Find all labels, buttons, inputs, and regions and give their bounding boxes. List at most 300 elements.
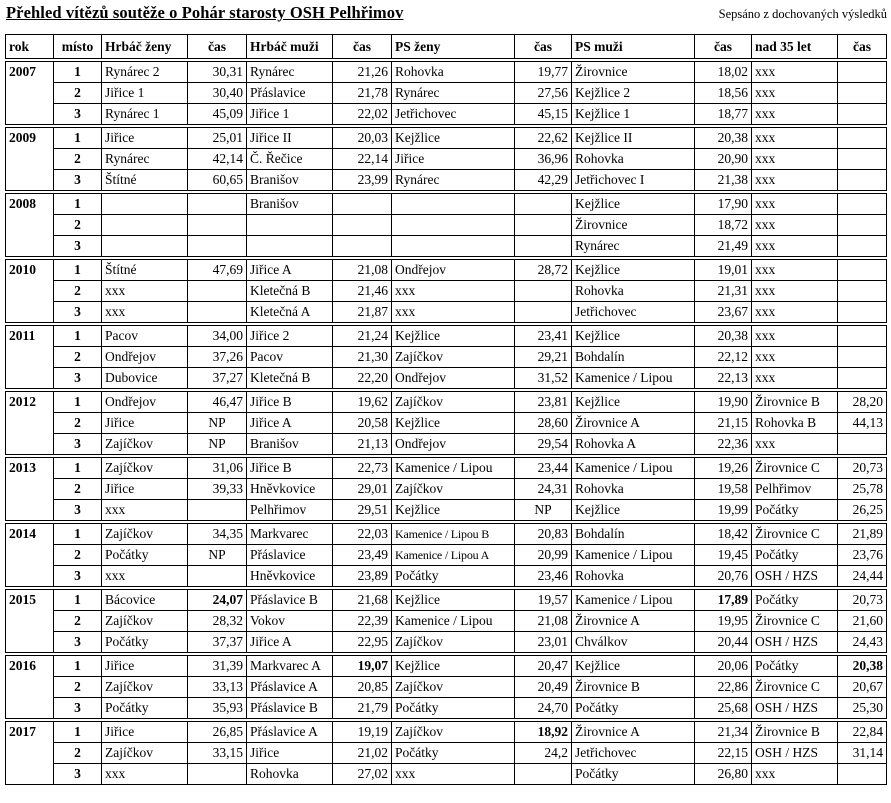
hrbac-muzi-time: 29,51 bbox=[333, 500, 392, 523]
ps-muzi-time: 22,86 bbox=[695, 677, 752, 698]
table-row bbox=[6, 170, 887, 193]
results-body bbox=[6, 60, 887, 785]
year-cell: 2007 bbox=[6, 60, 54, 126]
nad35-team: xxx bbox=[752, 60, 838, 83]
year-cell: 2011 bbox=[6, 324, 54, 390]
table-row bbox=[6, 258, 887, 281]
ps-muzi-time: 19,99 bbox=[695, 500, 752, 523]
hrbac-muzi-team: Jiřice 2 bbox=[247, 324, 333, 347]
nad35-team: Žirovnice B bbox=[752, 720, 838, 743]
ps-zeny-time: 20,47 bbox=[515, 654, 572, 677]
ps-muzi-time: 19,45 bbox=[695, 545, 752, 566]
nad35-time: 24,43 bbox=[838, 632, 887, 655]
ps-zeny-team: Rynárec bbox=[392, 170, 515, 193]
hrbac-muzi-time: 23,49 bbox=[333, 545, 392, 566]
page-title: Přehled vítězů soutěže o Pohár starosty OSH Pelhřimov bbox=[6, 3, 404, 22]
hrbac-zeny-team: Počátky bbox=[102, 632, 188, 655]
table-row bbox=[6, 743, 887, 764]
hrbac-muzi-time: 21,13 bbox=[333, 434, 392, 457]
place-cell: 1 bbox=[54, 192, 102, 215]
hrbac-zeny-time: 30,40 bbox=[188, 83, 247, 104]
nad35-team: Žirovnice C bbox=[752, 611, 838, 632]
ps-muzi-time: 21,49 bbox=[695, 236, 752, 259]
ps-muzi-team: Rohovka bbox=[572, 479, 695, 500]
ps-zeny-team: Zajíčkov bbox=[392, 677, 515, 698]
ps-muzi-time: 18,42 bbox=[695, 522, 752, 545]
place-cell: 3 bbox=[54, 104, 102, 127]
hrbac-zeny-team: Zajíčkov bbox=[102, 456, 188, 479]
nad35-team: xxx bbox=[752, 258, 838, 281]
ps-muzi-time: 21,34 bbox=[695, 720, 752, 743]
ps-zeny-time: 42,29 bbox=[515, 170, 572, 193]
hrbac-muzi-time: 21,79 bbox=[333, 698, 392, 721]
hrbac-muzi-time bbox=[333, 192, 392, 215]
table-row bbox=[6, 347, 887, 368]
hrbac-muzi-time: 21,02 bbox=[333, 743, 392, 764]
ps-muzi-team: Žirovnice bbox=[572, 215, 695, 236]
hrbac-muzi-team: Pacov bbox=[247, 347, 333, 368]
ps-zeny-time bbox=[515, 215, 572, 236]
hrbac-muzi-team: Přáslavice B bbox=[247, 588, 333, 611]
ps-muzi-time: 22,15 bbox=[695, 743, 752, 764]
ps-zeny-team: Počátky bbox=[392, 566, 515, 589]
place-cell: 2 bbox=[54, 281, 102, 302]
place-cell: 1 bbox=[54, 324, 102, 347]
hrbac-zeny-team: xxx bbox=[102, 500, 188, 523]
hrbac-zeny-team: Jiřice 1 bbox=[102, 83, 188, 104]
table-row bbox=[6, 390, 887, 413]
hrbac-zeny-time bbox=[188, 764, 247, 785]
ps-muzi-time: 19,90 bbox=[695, 390, 752, 413]
hrbac-zeny-team: Jiřice bbox=[102, 654, 188, 677]
ps-zeny-team bbox=[392, 215, 515, 236]
ps-zeny-team: Ondřejov bbox=[392, 434, 515, 457]
place-cell: 1 bbox=[54, 126, 102, 149]
hrbac-zeny-team: Jiřice bbox=[102, 413, 188, 434]
ps-zeny-team: Kejžlice bbox=[392, 413, 515, 434]
header-row bbox=[6, 35, 887, 61]
nad35-team: Žirovnice C bbox=[752, 522, 838, 545]
hrbac-zeny-time bbox=[188, 281, 247, 302]
nad35-team: Počátky bbox=[752, 500, 838, 523]
ps-zeny-team: Počátky bbox=[392, 698, 515, 721]
table-row bbox=[6, 149, 887, 170]
hrbac-zeny-team: xxx bbox=[102, 302, 188, 325]
ps-zeny-team: Zajíčkov bbox=[392, 347, 515, 368]
hrbac-zeny-team: Pacov bbox=[102, 324, 188, 347]
place-cell: 3 bbox=[54, 764, 102, 785]
ps-zeny-time bbox=[515, 302, 572, 325]
hrbac-zeny-team: Rynárec bbox=[102, 149, 188, 170]
nad35-team: xxx bbox=[752, 302, 838, 325]
hrbac-muzi-team: Markvarec bbox=[247, 522, 333, 545]
ps-muzi-time: 22,36 bbox=[695, 434, 752, 457]
hrbac-zeny-team: Štítné bbox=[102, 258, 188, 281]
year-cell: 2016 bbox=[6, 654, 54, 720]
ps-zeny-time: 24,2 bbox=[515, 743, 572, 764]
place-cell: 1 bbox=[54, 456, 102, 479]
ps-muzi-team: Kamenice / Lipou bbox=[572, 456, 695, 479]
nad35-time: 20,38 bbox=[838, 654, 887, 677]
table-row bbox=[6, 479, 887, 500]
column-header: místo bbox=[54, 35, 102, 61]
ps-zeny-team: Ondřejov bbox=[392, 368, 515, 391]
hrbac-muzi-time: 21,68 bbox=[333, 588, 392, 611]
ps-zeny-team: Kamenice / Lipou bbox=[392, 456, 515, 479]
ps-muzi-time: 25,68 bbox=[695, 698, 752, 721]
nad35-team: xxx bbox=[752, 324, 838, 347]
hrbac-muzi-time: 19,19 bbox=[333, 720, 392, 743]
hrbac-zeny-time: 37,37 bbox=[188, 632, 247, 655]
ps-zeny-time: 27,56 bbox=[515, 83, 572, 104]
hrbac-muzi-team: Hněvkovice bbox=[247, 566, 333, 589]
place-cell: 2 bbox=[54, 83, 102, 104]
nad35-time: 20,67 bbox=[838, 677, 887, 698]
year-cell: 2010 bbox=[6, 258, 54, 324]
nad35-time bbox=[838, 347, 887, 368]
nad35-team: Rohovka B bbox=[752, 413, 838, 434]
ps-muzi-team: Kejžlice II bbox=[572, 126, 695, 149]
ps-muzi-time: 20,90 bbox=[695, 149, 752, 170]
ps-zeny-team: Zajíčkov bbox=[392, 390, 515, 413]
hrbac-muzi-time: 21,08 bbox=[333, 258, 392, 281]
ps-muzi-team: Kamenice / Lipou bbox=[572, 368, 695, 391]
ps-muzi-time: 19,26 bbox=[695, 456, 752, 479]
hrbac-zeny-team: Ondřejov bbox=[102, 347, 188, 368]
ps-muzi-time: 21,38 bbox=[695, 170, 752, 193]
ps-muzi-team: Rohovka A bbox=[572, 434, 695, 457]
nad35-team: xxx bbox=[752, 149, 838, 170]
ps-zeny-team: Jiřice bbox=[392, 149, 515, 170]
place-cell: 3 bbox=[54, 566, 102, 589]
hrbac-zeny-time: 37,26 bbox=[188, 347, 247, 368]
ps-muzi-time: 17,90 bbox=[695, 192, 752, 215]
table-row bbox=[6, 192, 887, 215]
nad35-time bbox=[838, 126, 887, 149]
column-header: rok bbox=[6, 35, 54, 61]
hrbac-muzi-team: Jiřice B bbox=[247, 390, 333, 413]
place-cell: 3 bbox=[54, 632, 102, 655]
nad35-team: xxx bbox=[752, 281, 838, 302]
year-cell: 2014 bbox=[6, 522, 54, 588]
hrbac-muzi-time: 21,78 bbox=[333, 83, 392, 104]
hrbac-zeny-team: Rynárec 1 bbox=[102, 104, 188, 127]
nad35-team: xxx bbox=[752, 347, 838, 368]
column-header: čas bbox=[333, 35, 392, 61]
ps-zeny-team: Kejžlice bbox=[392, 500, 515, 523]
ps-zeny-time: 23,81 bbox=[515, 390, 572, 413]
column-header: čas bbox=[515, 35, 572, 61]
ps-zeny-time: 22,62 bbox=[515, 126, 572, 149]
place-cell: 2 bbox=[54, 215, 102, 236]
ps-muzi-team: Žirovnice A bbox=[572, 413, 695, 434]
ps-zeny-time: 28,72 bbox=[515, 258, 572, 281]
nad35-team: Žirovnice B bbox=[752, 390, 838, 413]
ps-zeny-time: 20,83 bbox=[515, 522, 572, 545]
nad35-time: 22,84 bbox=[838, 720, 887, 743]
place-cell: 3 bbox=[54, 302, 102, 325]
hrbac-zeny-time bbox=[188, 566, 247, 589]
hrbac-muzi-team: Přáslavice A bbox=[247, 720, 333, 743]
hrbac-muzi-time: 21,30 bbox=[333, 347, 392, 368]
hrbac-zeny-team: Ondřejov bbox=[102, 390, 188, 413]
ps-muzi-team: Žirovnice A bbox=[572, 611, 695, 632]
ps-zeny-team: xxx bbox=[392, 302, 515, 325]
hrbac-zeny-team bbox=[102, 215, 188, 236]
hrbac-muzi-time: 29,01 bbox=[333, 479, 392, 500]
nad35-time: 44,13 bbox=[838, 413, 887, 434]
hrbac-zeny-time: 25,01 bbox=[188, 126, 247, 149]
place-cell: 1 bbox=[54, 522, 102, 545]
ps-zeny-time: 20,99 bbox=[515, 545, 572, 566]
ps-muzi-time: 18,02 bbox=[695, 60, 752, 83]
nad35-time bbox=[838, 170, 887, 193]
nad35-time: 24,44 bbox=[838, 566, 887, 589]
hrbac-zeny-time: 33,15 bbox=[188, 743, 247, 764]
hrbac-muzi-time: 22,20 bbox=[333, 368, 392, 391]
hrbac-muzi-team: Branišov bbox=[247, 170, 333, 193]
place-cell: 1 bbox=[54, 258, 102, 281]
hrbac-zeny-team: Dubovice bbox=[102, 368, 188, 391]
hrbac-zeny-time: 34,35 bbox=[188, 522, 247, 545]
table-row bbox=[6, 611, 887, 632]
hrbac-zeny-time: 28,32 bbox=[188, 611, 247, 632]
hrbac-muzi-team: Rynárec bbox=[247, 60, 333, 83]
hrbac-zeny-team: Rynárec 2 bbox=[102, 60, 188, 83]
hrbac-muzi-team: Jiřice II bbox=[247, 126, 333, 149]
hrbac-muzi-team: Rohovka bbox=[247, 764, 333, 785]
hrbac-muzi-team: Pelhřimov bbox=[247, 500, 333, 523]
hrbac-muzi-team: Hněvkovice bbox=[247, 479, 333, 500]
hrbac-muzi-team: Jiřice A bbox=[247, 413, 333, 434]
table-row bbox=[6, 281, 887, 302]
ps-muzi-time: 19,01 bbox=[695, 258, 752, 281]
hrbac-muzi-time: 22,03 bbox=[333, 522, 392, 545]
ps-zeny-time bbox=[515, 236, 572, 259]
ps-zeny-team bbox=[392, 192, 515, 215]
nad35-time: 25,30 bbox=[838, 698, 887, 721]
place-cell: 2 bbox=[54, 347, 102, 368]
ps-muzi-time: 20,76 bbox=[695, 566, 752, 589]
nad35-team: Počátky bbox=[752, 545, 838, 566]
ps-muzi-team: Jetřichovec I bbox=[572, 170, 695, 193]
nad35-team: xxx bbox=[752, 236, 838, 259]
ps-muzi-team: Kamenice / Lipou bbox=[572, 545, 695, 566]
hrbac-zeny-time: 37,27 bbox=[188, 368, 247, 391]
column-header: PS muži bbox=[572, 35, 695, 61]
nad35-team: xxx bbox=[752, 170, 838, 193]
hrbac-muzi-time: 21,26 bbox=[333, 60, 392, 83]
nad35-team: xxx bbox=[752, 192, 838, 215]
place-cell: 2 bbox=[54, 413, 102, 434]
nad35-team: xxx bbox=[752, 764, 838, 785]
year-cell: 2015 bbox=[6, 588, 54, 654]
hrbac-zeny-time: 35,93 bbox=[188, 698, 247, 721]
hrbac-muzi-time: 19,62 bbox=[333, 390, 392, 413]
place-cell: 3 bbox=[54, 368, 102, 391]
nad35-team: xxx bbox=[752, 83, 838, 104]
table-row bbox=[6, 215, 887, 236]
hrbac-zeny-team: Bácovice bbox=[102, 588, 188, 611]
table-row bbox=[6, 698, 887, 721]
ps-muzi-team: Žirovnice bbox=[572, 60, 695, 83]
hrbac-zeny-team: Zajíčkov bbox=[102, 522, 188, 545]
hrbac-muzi-team: Jiřice B bbox=[247, 456, 333, 479]
nad35-team: xxx bbox=[752, 434, 838, 457]
nad35-time bbox=[838, 215, 887, 236]
hrbac-zeny-team: xxx bbox=[102, 566, 188, 589]
hrbac-muzi-time: 22,95 bbox=[333, 632, 392, 655]
place-cell: 1 bbox=[54, 390, 102, 413]
nad35-time: 26,25 bbox=[838, 500, 887, 523]
hrbac-zeny-team: Zajíčkov bbox=[102, 743, 188, 764]
hrbac-muzi-time: 20,58 bbox=[333, 413, 392, 434]
table-row bbox=[6, 720, 887, 743]
hrbac-muzi-team: Jiřice A bbox=[247, 258, 333, 281]
ps-zeny-team: Kamenice / Lipou B bbox=[392, 522, 515, 545]
hrbac-zeny-time: NP bbox=[188, 413, 247, 434]
nad35-time: 20,73 bbox=[838, 588, 887, 611]
nad35-time: 21,89 bbox=[838, 522, 887, 545]
ps-muzi-time: 23,67 bbox=[695, 302, 752, 325]
hrbac-muzi-time: 20,85 bbox=[333, 677, 392, 698]
nad35-team: OSH / HZS bbox=[752, 566, 838, 589]
column-header: čas bbox=[188, 35, 247, 61]
source-note: Sepsáno z dochovaných výsledků bbox=[718, 7, 887, 21]
ps-zeny-time: 45,15 bbox=[515, 104, 572, 127]
ps-zeny-team: Jetřichovec bbox=[392, 104, 515, 127]
place-cell: 1 bbox=[54, 654, 102, 677]
year-cell: 2013 bbox=[6, 456, 54, 522]
table-row bbox=[6, 368, 887, 391]
hrbac-zeny-time bbox=[188, 302, 247, 325]
hrbac-muzi-team: Jiřice A bbox=[247, 632, 333, 655]
place-cell: 3 bbox=[54, 236, 102, 259]
hrbac-muzi-team: Markvarec A bbox=[247, 654, 333, 677]
table-row bbox=[6, 236, 887, 259]
table-row bbox=[6, 632, 887, 655]
year-cell: 2017 bbox=[6, 720, 54, 785]
ps-zeny-time: 23,41 bbox=[515, 324, 572, 347]
year-cell: 2012 bbox=[6, 390, 54, 456]
ps-muzi-team: Počátky bbox=[572, 764, 695, 785]
hrbac-zeny-time: 39,33 bbox=[188, 479, 247, 500]
table-row bbox=[6, 60, 887, 83]
ps-zeny-time: 36,96 bbox=[515, 149, 572, 170]
table-row bbox=[6, 126, 887, 149]
hrbac-zeny-time: 26,85 bbox=[188, 720, 247, 743]
nad35-time bbox=[838, 258, 887, 281]
ps-muzi-time: 22,13 bbox=[695, 368, 752, 391]
hrbac-zeny-team: Jiřice bbox=[102, 720, 188, 743]
hrbac-muzi-team: Jiřice 1 bbox=[247, 104, 333, 127]
ps-muzi-team: Kejžlice bbox=[572, 500, 695, 523]
table-row bbox=[6, 456, 887, 479]
ps-zeny-team: Zajíčkov bbox=[392, 720, 515, 743]
hrbac-muzi-time: 20,03 bbox=[333, 126, 392, 149]
ps-muzi-time: 22,12 bbox=[695, 347, 752, 368]
hrbac-muzi-time: 21,24 bbox=[333, 324, 392, 347]
hrbac-muzi-team: Kletečná B bbox=[247, 368, 333, 391]
ps-zeny-team: Kejžlice bbox=[392, 654, 515, 677]
hrbac-zeny-time: 24,07 bbox=[188, 588, 247, 611]
nad35-team: Počátky bbox=[752, 654, 838, 677]
hrbac-muzi-team: Vokov bbox=[247, 611, 333, 632]
ps-muzi-time: 20,38 bbox=[695, 324, 752, 347]
hrbac-zeny-time: 31,39 bbox=[188, 654, 247, 677]
table-row bbox=[6, 500, 887, 523]
ps-muzi-team: Kejžlice bbox=[572, 192, 695, 215]
hrbac-muzi-team: Č. Řečice bbox=[247, 149, 333, 170]
hrbac-zeny-time bbox=[188, 500, 247, 523]
table-row bbox=[6, 413, 887, 434]
ps-muzi-team: Počátky bbox=[572, 698, 695, 721]
nad35-time bbox=[838, 764, 887, 785]
nad35-time bbox=[838, 324, 887, 347]
ps-muzi-team: Bohdalín bbox=[572, 522, 695, 545]
ps-zeny-team: Rynárec bbox=[392, 83, 515, 104]
hrbac-zeny-time: 33,13 bbox=[188, 677, 247, 698]
nad35-time bbox=[838, 60, 887, 83]
hrbac-zeny-team: Počátky bbox=[102, 545, 188, 566]
ps-zeny-time: 31,52 bbox=[515, 368, 572, 391]
ps-zeny-team: Kejžlice bbox=[392, 126, 515, 149]
nad35-team: Žirovnice C bbox=[752, 677, 838, 698]
hrbac-zeny-time bbox=[188, 236, 247, 259]
ps-zeny-time: 23,44 bbox=[515, 456, 572, 479]
hrbac-muzi-time bbox=[333, 236, 392, 259]
ps-muzi-team: Rynárec bbox=[572, 236, 695, 259]
ps-muzi-time: 18,72 bbox=[695, 215, 752, 236]
nad35-team: OSH / HZS bbox=[752, 743, 838, 764]
place-cell: 3 bbox=[54, 434, 102, 457]
ps-zeny-team: Zajíčkov bbox=[392, 479, 515, 500]
ps-zeny-time: 24,70 bbox=[515, 698, 572, 721]
nad35-time bbox=[838, 368, 887, 391]
hrbac-zeny-time: NP bbox=[188, 434, 247, 457]
hrbac-zeny-team: Zajíčkov bbox=[102, 611, 188, 632]
ps-zeny-time: 23,01 bbox=[515, 632, 572, 655]
nad35-time: 28,20 bbox=[838, 390, 887, 413]
place-cell: 2 bbox=[54, 479, 102, 500]
ps-muzi-team: Jetřichovec bbox=[572, 302, 695, 325]
hrbac-muzi-time: 22,14 bbox=[333, 149, 392, 170]
table-row bbox=[6, 324, 887, 347]
hrbac-muzi-team: Kletečná A bbox=[247, 302, 333, 325]
hrbac-muzi-time: 22,73 bbox=[333, 456, 392, 479]
hrbac-muzi-time: 22,02 bbox=[333, 104, 392, 127]
ps-muzi-team: Žirovnice B bbox=[572, 677, 695, 698]
ps-zeny-team: Ondřejov bbox=[392, 258, 515, 281]
nad35-time bbox=[838, 302, 887, 325]
place-cell: 3 bbox=[54, 170, 102, 193]
nad35-time bbox=[838, 434, 887, 457]
nad35-time bbox=[838, 149, 887, 170]
ps-zeny-team: xxx bbox=[392, 764, 515, 785]
nad35-time: 20,73 bbox=[838, 456, 887, 479]
hrbac-muzi-team bbox=[247, 236, 333, 259]
ps-muzi-team: Kejžlice 2 bbox=[572, 83, 695, 104]
nad35-time: 21,60 bbox=[838, 611, 887, 632]
hrbac-muzi-team: Branišov bbox=[247, 192, 333, 215]
hrbac-muzi-time: 22,39 bbox=[333, 611, 392, 632]
ps-muzi-time: 17,89 bbox=[695, 588, 752, 611]
ps-zeny-team bbox=[392, 236, 515, 259]
nad35-team: xxx bbox=[752, 104, 838, 127]
hrbac-muzi-team: Kletečná B bbox=[247, 281, 333, 302]
year-cell: 2009 bbox=[6, 126, 54, 192]
table-row bbox=[6, 588, 887, 611]
